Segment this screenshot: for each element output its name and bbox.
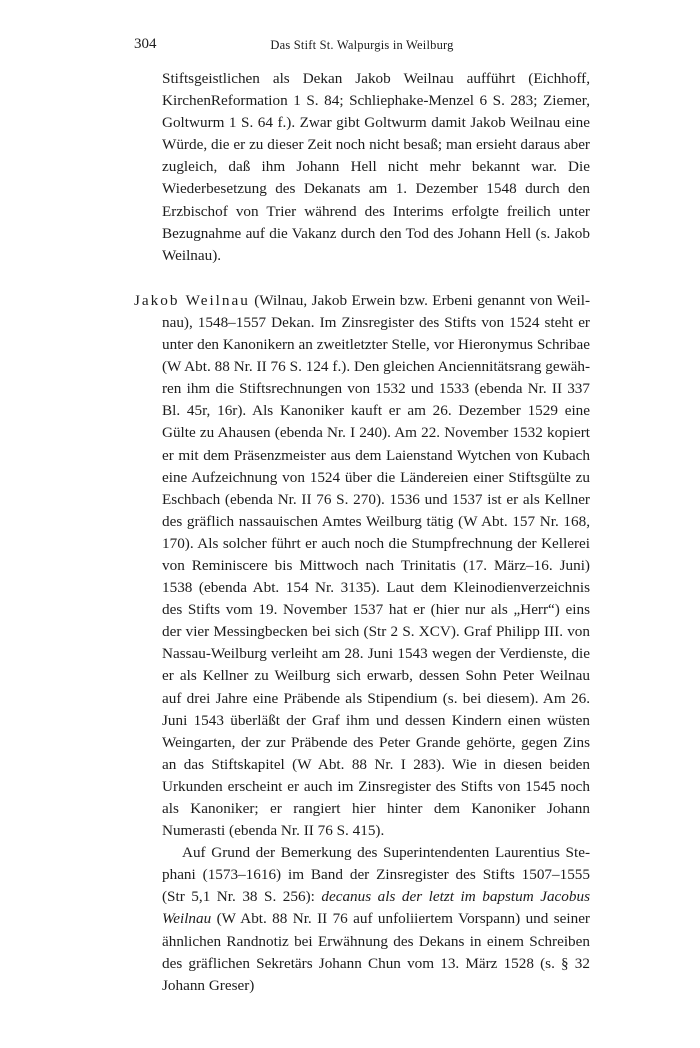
entry-continuation-paragraph [134,842,590,997]
paragraph-text-after: (W Abt. 88 Nr. II 76 auf unfoliiertem Vorspann) und seiner ähnlichen Randnotiz bei Erwähnung des Dekans in einem Schreiben des gräflichen Sekretärs Johann Chun vom 13. März 1528 (s. § 32 Johann Greser) [162,910,590,994]
body-text [134,68,590,997]
entry-text: (Wilnau, Jakob Erwein bzw. Erbeni genannt von Weilnau), 1548–1557 Dekan. Im Zinsregister des Stifts von 1524 steht er unter den Kanonikern an zweitletzter Stelle, vor Hieronymus Schribae (W Abt. 88 Nr. II 76 S. 124 f.). Den gleichen Anciennitätsrang gewähren ihm die Stiftsrechnungen von 1532 und 1533 (ebenda Nr. II 337 Bl. 45r, 16r). Als Kanoniker kauft er am 26. Dezember 1529 eine Gülte zu Ahausen (ebenda Nr. I 240). Am 22. November 1532 kopiert er mit dem Präsenzmeister aus dem Laienstand Wytchen von Kubach eine Aufzeichnung von 1524 über die Ländereien einer Stiftsgülte zu Eschbach (ebenda Nr. II 76 S. 270). 1536 und 1537 ist er als Kellner des gräflich nassauischen Amtes Weilburg tätig (W Abt. 157 Nr. 168, 170). Als solcher führt er auch noch die Stumpfrechnung der Kellerei von Reminiscere bis Mittwoch nach Trinitatis (17. März–16. Juni) 1538 (ebenda Abt. 154 Nr. 3135). Laut dem Kleinodienverzeichnis des Stifts vom 19. November 1537 hat er (hier nur als „Herr“) eins der vier Messingbecken bei sich (Str 2 S. XCV). Graf Philipp III. von Nassau-Weilburg verleiht am 28. Juni 1543 wegen der Verdienste, die er als Kellner zu Weilburg sich erwarb, dessen Sohn Peter Weilnau auf drei Jahre eine Präbende als Stipendium (s. bei diesem). Am 26. Juni 1543 überläßt der Graf ihm und dessen Kindern einen wüsten Weingarten, der zur Präbende des Peter Grande gehörte, gegen Zins an das Stiftskapitel (W Abt. 88 Nr. I 283). Wie in diesen beiden Urkunden erscheint er auch im Zinsregister des Stifts von 1545 noch als Kanoniker; er rangiert hier hinter dem Kanoniker Johann Numerasti (ebenda Nr. II 76 S. 415). [162,291,590,840]
entry-jakob-weilnau [134,290,590,842]
page-number: 304 [134,36,157,52]
entry-name: Jakob Weilnau [134,291,250,309]
italic-quotation: decanus als der letzt im bapstum Jacobus Weilnau [162,888,590,928]
paragraph-text-before: Auf Grund der Bemerkung des Superintendenten Laurentius Stephani (1573–1616) im Band der Zinsregister des Stifts 1507–1555 (Str 5,1 Nr. 38 S. 256): [162,844,590,906]
running-title: Das Stift St. Walpurgis in Weilburg [270,38,454,52]
continued-paragraph: Stiftsgeistlichen als Dekan Jakob Weilnau aufführt (Eichhoff, KirchenReformation 1 S. 84; Schliephake-Menzel 6 S. 283; Ziemer, Goltwurm 1 S. 64 f.). Zwar gibt Goltwurm damit Jakob Weilnau eine Würde, die er zu dieser Zeit noch nicht besaß; man ersieht daraus aber zugleich, daß ihm Johann Hell nicht mehr bekannt war. Die Wiederbesetzung des Dekanats am 1. Dezember 1548 durch den Erzbischof von Trier während des Interims erfolgte freilich unter Bezugnahme auf die Vakanz durch den Tod des Johann Hell (s. Jakob Weilnau). [162,70,590,264]
page-header [134,36,590,56]
paragraph-gap [134,267,590,290]
